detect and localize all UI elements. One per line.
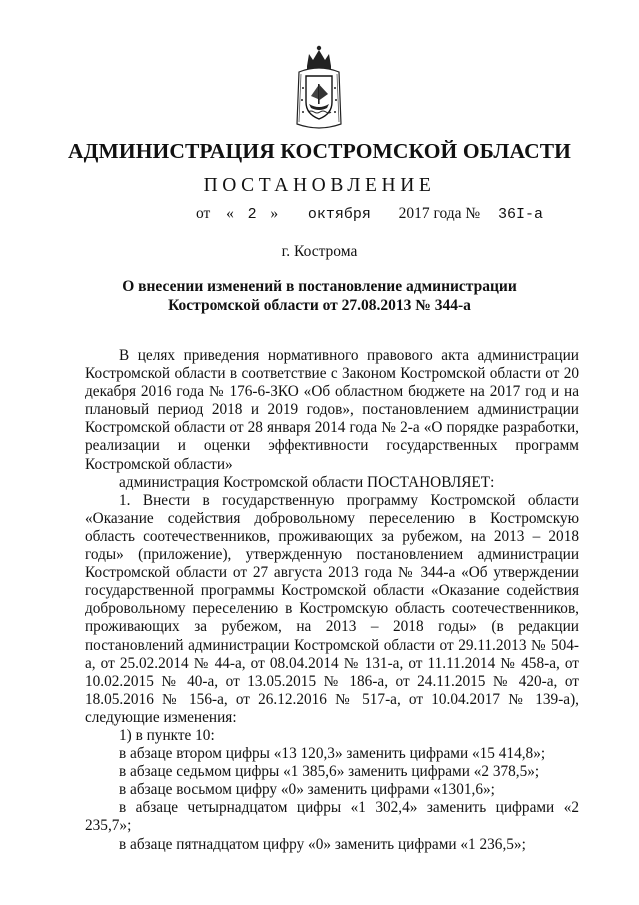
date-open-quote: « [226, 205, 234, 222]
document-date-line [196, 205, 543, 223]
body-paragraph: в абзаце четырнадцатом цифры «1 302,4» заменить цифрами «2 235,7»; [85, 799, 579, 835]
date-prefix: от [196, 205, 211, 222]
body-paragraph: в абзаце втором цифры «13 120,3» заменить цифрами «15 414,8»; [119, 745, 546, 763]
date-close-quote: » [270, 205, 279, 222]
document-type: ПОСТАНОВЛЕНИЕ [203, 175, 436, 196]
body-paragraph: в абзаце седьмом цифры «1 385,6» заменить цифрами «2 378,5»; [119, 763, 540, 781]
subject-line: О внесении изменений в постановление администрации [122, 278, 517, 295]
city-name: г. Кострома [281, 243, 358, 260]
organization-title: АДМИНИСТРАЦИЯ КОСТРОМСКОЙ ОБЛАСТИ [67, 139, 571, 163]
body-paragraph: в абзаце пятнадцатом цифру «0» заменить цифрами «1 236,5»; [119, 835, 526, 853]
body-paragraph: В целях приведения нормативного правового акта администрации Костромской области в соответствие с Законом Костромской области от 20 декабря 2016 года № 176-6-ЗКО «Об областном бюджете на 2017 год и на плановый период 2018 и 2019 годов», постановлением администрации Костромской области от 28 января 2014 года № 2-а «О порядке разработки, реализации и оценки эффективности государственных программ Костромской области» [85, 347, 579, 473]
subject-line: Костромской области от 27.08.2013 № 344-а [168, 297, 471, 314]
body-paragraph: 1. Внести в государственную программу Костромской области «Оказание содействия добровольному переселению в Костромскую область соотечественников, проживающих за рубежом, на 2013 – 2018 годы» (приложение), утвержденную постановлением администрации Костромской области от 27 августа 2013 года № 344-а «Об утверждении государственной программы Костромской области «Оказание содействия добровольному переселению в Костромскую область соотечественников, проживающих за рубежом, на 2013 – 2018 годы» (в редакции постановлений администрации Костромской области от 29.11.2013 № 504-а, от 25.02.2014 № 44-а, от 08.04.2014 № 131-а, от 11.11.2014 № 458-а, от 10.02.2015 № 40-а, от 13.05.2015 № 186-а, от 24.11.2015 № 420-а, от 18.05.2016 № 156-а, от 26.12.2016 № 517-а, от 10.04.2017 № 139-а), следующие изменения: [85, 491, 579, 726]
date-month: октября [307, 206, 371, 223]
body-paragraph: 1) в пункте 10: [119, 726, 215, 744]
document-subject [0, 277, 639, 315]
document-body [85, 347, 579, 854]
document-number: 36I-а [497, 206, 543, 223]
date-year: 2017 года № [398, 205, 481, 222]
date-day: 2 [247, 206, 257, 223]
kostroma-coat-of-arms-icon [293, 44, 345, 132]
body-paragraph: в абзаце восьмом цифру «0» заменить цифрами «1301,6»; [119, 781, 495, 799]
body-paragraph: администрация Костромской области ПОСТАНОВЛЯЕТ: [119, 473, 495, 491]
